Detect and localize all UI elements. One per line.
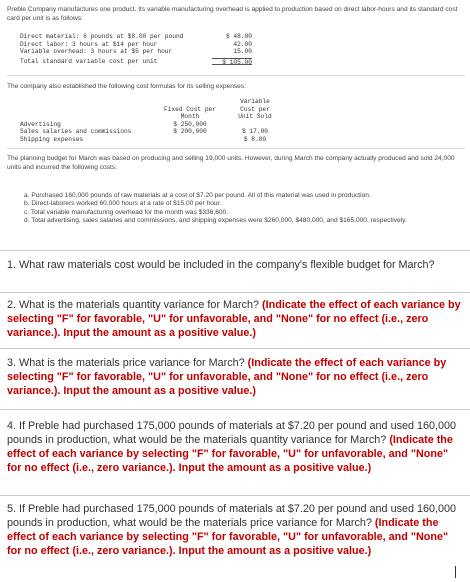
cost-total-row: [20, 58, 252, 66]
question-instruction: (Indicate the effect of each variance by selecting "F" for favorable, "U" for unfavorable, and "None" for no effect (i.e., zero variance.). Input the amount as a positive value.): [7, 357, 447, 397]
cost-row: [20, 33, 252, 41]
question-text: 5. If Preble had purchased 175,000 pounds of materials at $7.20 per pound and used 160,000 pounds in production, what would be the materials price variance for March?: [7, 503, 457, 529]
question-instruction: (Indicate the effect of each variance by selecting "F" for favorable, "U" for unfavorable, and "None" for no effect (i.e., zero variance.). Input the amount as a positive value.): [7, 517, 449, 557]
divider: [7, 148, 465, 149]
formula-fixed: $ 250,000: [173, 120, 207, 128]
question-4: [7, 419, 465, 475]
formula-label: Shipping expenses: [20, 135, 84, 143]
header-fixed: Fixed Cost per: [164, 105, 216, 113]
march-facts-list: [24, 192, 464, 226]
divider: [0, 348, 470, 349]
formulas-intro: The company also established the following cost formulas for its selling expenses:: [7, 83, 246, 90]
divider: [0, 292, 470, 293]
question-1: [7, 258, 465, 272]
text-cursor: [455, 566, 456, 578]
header-unit-sold: Unit Sold: [238, 113, 272, 120]
planning-paragraph: The planning budget for March was based on producing and selling 19,000 units. However, during March the company actually produced and sold 24,000 units and incurred the following costs:: [7, 155, 455, 171]
fact-item: b. Direct-laborers worked 60,000 hours at a rate of $15.00 per hour.: [24, 200, 222, 208]
question-instruction: (Indicate the effect of each variance by selecting "F" for favorable, "U" for unfavorable, and "None" for no effect (i.e., zero variance.). Input the amount as a positive value.): [7, 299, 461, 339]
intro-paragraph: Preble Company manufactures one product. Its variable manufacturing overhead is applied to production based on direct labor-hours and its standard cost card per unit is as follows:: [7, 6, 458, 22]
question-text: 1. What raw materials cost would be included in the company's flexible budget for March?: [7, 259, 435, 271]
formula-variable: $ 17.00: [242, 128, 268, 135]
fact-item: d. Total advertising, sales salaries and commissions, and shipping expenses were $260,000, $480,000, and $165,000, respectively.: [24, 217, 407, 225]
question-text: 2. What is the materials quantity variance for March?: [7, 299, 263, 311]
fact-item: c. Total variable manufacturing overhead for the month was $336,600.: [24, 208, 229, 216]
divider: [0, 250, 470, 251]
question-instruction: (Indicate the effect of each variance by selecting "F" for favorable, "U" for unfavorable, and "None" for no effect (i.e., zero variance.). Input the amount as a positive value.): [7, 434, 453, 474]
question-text: 4. If Preble had purchased 175,000 pounds of materials at $7.20 per pound and used 160,000 pounds in production, what would be the materials quantity variance for March?: [7, 420, 457, 446]
cost-value: $ 48.00: [226, 33, 252, 40]
cost-total-label: Total standard variable cost per unit: [20, 57, 158, 65]
question-2: [7, 298, 465, 340]
formula-fixed: [150, 136, 230, 144]
formula-row: [20, 121, 280, 129]
formula-header-row: [20, 98, 280, 106]
formula-header-row: [20, 106, 280, 114]
formula-variable: [230, 121, 280, 129]
formula-header-row: [20, 113, 280, 121]
cost-row: [20, 48, 252, 56]
question-5: [7, 502, 465, 558]
formula-variable: $ 8.00: [243, 135, 267, 143]
fact-item: a. Purchased 160,000 pounds of raw materials at a cost of $7.20 per pound. All of this material was used in production.: [24, 192, 371, 199]
standard-cost-card: [20, 33, 252, 65]
cost-value: 15.00: [233, 48, 252, 55]
header-cost-per: Cost per: [240, 105, 270, 113]
cost-value: 42.00: [233, 40, 252, 48]
cost-total-value: $ 105.00: [212, 58, 252, 66]
header-month: Month: [180, 113, 200, 120]
cost-row: [20, 41, 252, 49]
divider: [7, 75, 465, 76]
question-3: [7, 356, 465, 398]
divider: [0, 409, 470, 410]
cost-label: Direct labor: 3 hours at $14 per hour: [20, 40, 158, 48]
formula-label: Advertising: [20, 120, 61, 128]
header-variable: Variable: [240, 98, 270, 105]
formula-row: [20, 128, 280, 136]
cost-label: Variable overhead: 3 hours at $5 per hour: [20, 48, 173, 55]
formula-fixed: $ 200,000: [173, 128, 207, 135]
selling-expense-formulas: [20, 98, 280, 143]
question-text: 3. What is the materials price variance for March?: [7, 357, 248, 369]
formula-row: [20, 136, 280, 144]
cost-label: Direct material: 6 pounds at $8.00 per pound: [20, 33, 184, 40]
formula-label: Sales salaries and commissions: [20, 128, 132, 135]
divider: [0, 495, 470, 496]
